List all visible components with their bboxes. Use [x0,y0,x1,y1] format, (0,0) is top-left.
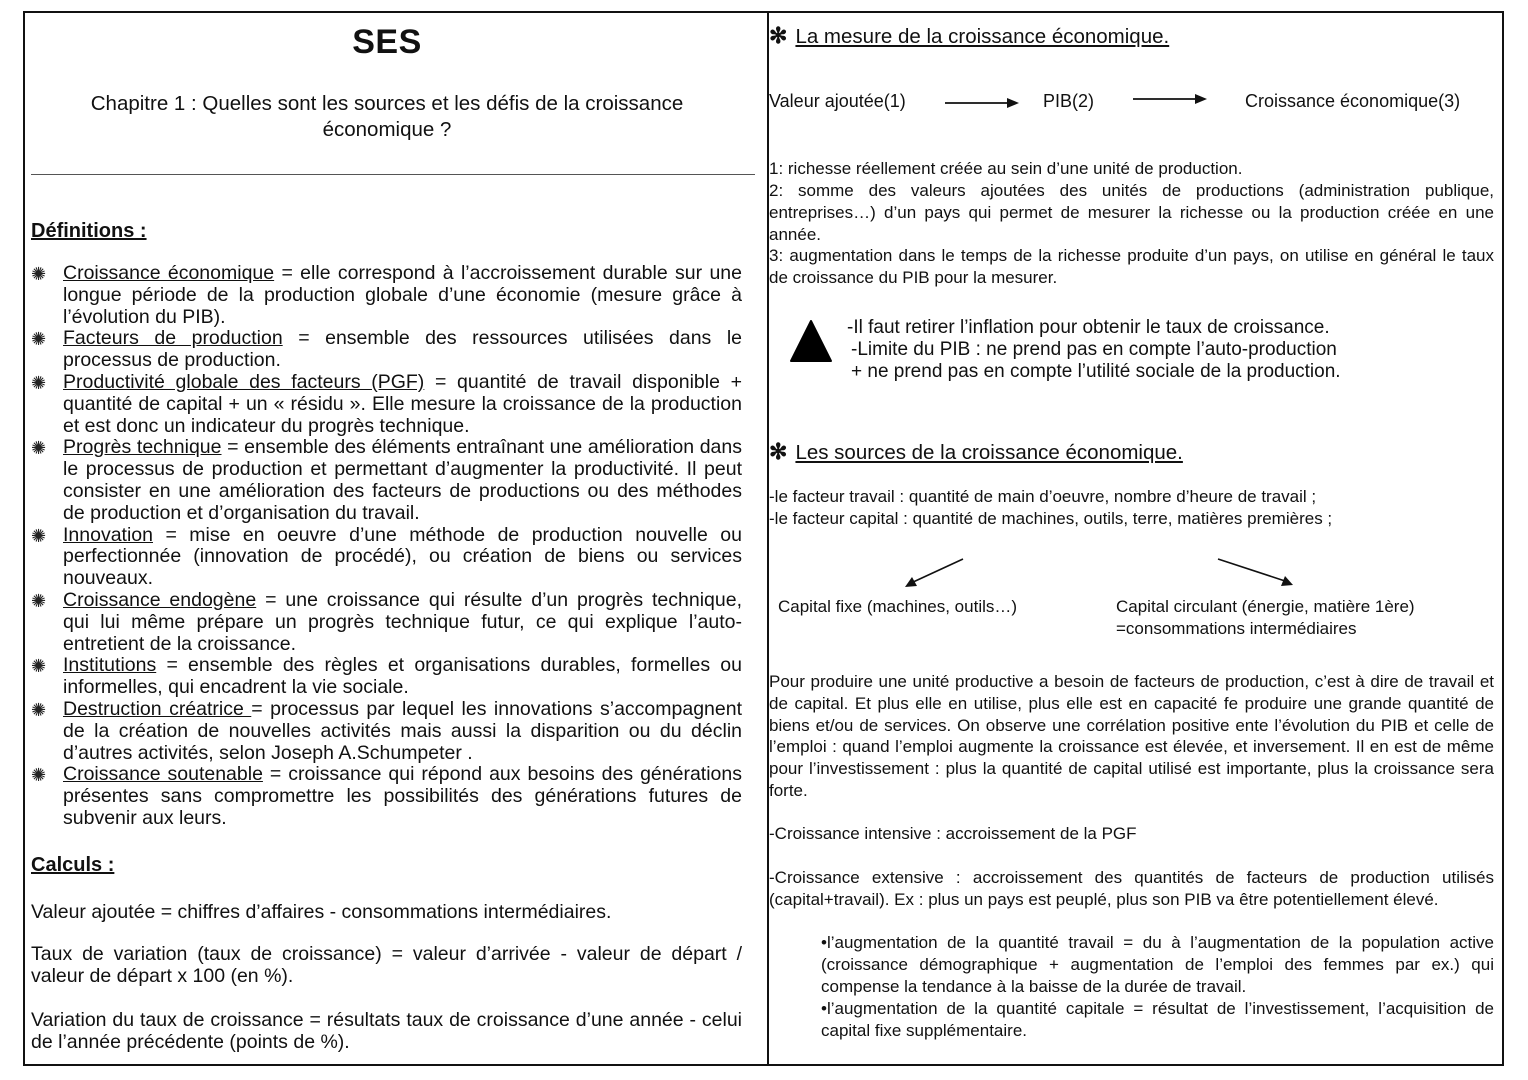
definition-term: Productivité globale des facteurs (PGF) [63,370,425,393]
calc-variation-taux: Variation du taux de croissance = résultats taux de croissance d’une année - celui de l’année précédente (points de %). [31,1009,742,1053]
definition-item [31,437,742,524]
flow-pib: PIB(2) [1043,91,1095,111]
calc-taux-variation: Taux de variation (taux de croissance) = valeur d’arrivée - valeur de départ / valeur de départ x 100 (en %). [31,943,742,987]
definition-text: = ensemble des ressources utilisées dans le processus de production. [63,327,742,372]
definition-term: Innovation [63,523,153,546]
definition-item [31,764,742,829]
calculs-heading: Calculs : [31,854,115,876]
warning-line-2: -Limite du PIB : ne prend pas en compte l’auto-production [851,339,1337,360]
note-2: 2: somme des valeurs ajoutées des unités de productions (administration publique, entreprises…) d’un pays qui permet de mesurer la richesse ou la production créée en une année. [769,181,1494,244]
definition-item [31,525,742,590]
asterisk-star-icon: ✻ [769,23,788,48]
down-left-arrow-icon [899,556,969,590]
definition-text: = ensemble des éléments entraînant une amélioration dans le processus de production et permettant d’augmenter la productivité. Il peut consister en une amélioration des facteurs de productions ou des méthodes de production et d’organisation du travail. [63,436,742,524]
definition-text: = une croissance qui résulte d’un progrès technique, qui lui même prépare un progrès technique futur, ce qui explique l’auto-entretient de la croissance. [63,588,743,655]
page-title: SES [352,23,422,61]
note-1: 1: richesse réellement créée au sein d’une unité de production. [769,159,1243,178]
warning-line-1: -Il faut retirer l’inflation pour obtenir le taux de croissance. [847,317,1330,338]
gear-flower-icon: ✺ [31,329,47,350]
section-heading-sources: ✻ Les sources de la croissance économique. [769,439,1183,464]
capital-fixe: Capital fixe (machines, outils…) [778,597,1018,616]
definitions-list [31,263,742,830]
definition-text: = quantité de travail disponible + quantité de capital + un « résidu ». Elle mesure la croissance de la production et est donc un indicateur du progrès technique. [63,370,742,437]
gear-flower-icon: ✺ [31,264,47,284]
warning-triangle-icon [789,319,833,363]
definition-text: = processus par lequel les innovations s’accompagnent de la création de nouvelles activités mais aussi la disparition ou du déclin d’autres activités, selon Joseph A.Schumpeter . [63,697,742,764]
left-column [31,13,743,1064]
chapter-title-line2: économique ? [322,118,452,141]
definition-item [31,655,742,699]
definition-text: = croissance qui répond aux besoins des générations présentes sans compromettre les possibilités des générations futures de subvenir aux leurs. [63,763,742,829]
definition-term: Croissance soutenable [63,763,263,786]
flow-valeur-ajoutee: Valeur ajoutée(1) [769,91,906,111]
definition-term: Facteurs de production [63,327,283,350]
warning-line-3: + ne prend pas en compte l’utilité sociale de la production. [851,361,1341,382]
definition-term: Croissance endogène [63,588,257,611]
factor-capital: -le facteur capital : quantité de machines, outils, terre, matières premières ; [769,509,1333,528]
note-3: 3: augmentation dans le temps de la richesse produite d’un pays, on utilise en général le taux de croissance du PIB pour la mesurer. [769,246,1494,287]
section-heading-mesure: ✻ La mesure de la croissance économique. [769,23,1170,48]
definition-item [31,263,742,328]
croissance-intensive: -Croissance intensive : accroissement de la PGF [769,824,1137,843]
document-page [23,11,1504,1066]
right-column [769,13,1495,1064]
gear-flower-icon: ✺ [31,590,47,611]
point-travail: •l’augmentation de la quantité travail = du à l’augmentation de la population active (croissance démographique + augmentation de l’emploi des femmes par ex.) qui compense la tendance à la baisse de la durée de travail. [821,933,1494,996]
definition-term: Croissance économique [63,262,275,284]
definition-text: = ensemble des règles et organisations durables, formelles ou informelles, qui encadrent la vie sociale. [63,654,742,699]
gear-flower-icon: ✺ [31,656,47,677]
right-arrow-icon [1131,91,1211,107]
definition-item [31,699,742,764]
down-right-arrow-icon [1215,556,1299,590]
point-capital: •l’augmentation de la quantité capitale = résultat de l’investissement, l’acquisition de capital fixe supplémentaire. [821,999,1494,1040]
warning-notes [847,317,1341,383]
calc-valeur-ajoutee: Valeur ajoutée = chiffres d’affaires - consommations intermédiaires. [31,901,612,923]
definition-item [31,328,742,372]
gear-flower-icon: ✺ [31,438,47,459]
asterisk-star-icon: ✻ [769,439,788,464]
chapter-title-line1: Chapitre 1 : Quelles sont les sources et les défis de la croissance [90,92,684,115]
factor-travail: -le facteur travail : quantité de main d’oeuvre, nombre d’heure de travail ; [769,487,1317,506]
definition-text: = mise en oeuvre d’une méthode de production nouvelle ou perfectionnée (innovation de procédé), ou création de biens ou services nouveaux. [63,523,742,590]
facteurs-paragraph: Pour produire une unité productive a besoin de facteurs de production, c’est à dire de travail et de capital. Et plus elle en utilise, plus elle est en capacité fe produire une grande quantité de biens et/ou de services. On observe une corrélation positive ente l’évolution du PIB et celle de l’emploi : quand l’emploi augmente la croissance est élevée, et inversement. Il en est de même pour l’investissement : plus la quantité de capital utilisé est importante, plus la croissance sera forte. [769,672,1494,800]
definition-item [31,372,742,437]
gear-flower-icon: ✺ [31,525,47,546]
gear-flower-icon: ✺ [31,699,47,720]
definitions-heading: Définitions : [31,220,147,242]
gear-flower-icon: ✺ [31,372,47,393]
chapter-title [31,91,743,143]
capital-circulant: Capital circulant (énergie, matière 1ère) =consommations intermédiaires [1116,597,1415,638]
definition-item [31,590,742,655]
definition-term: Institutions [63,654,157,677]
gear-flower-icon: ✺ [31,765,47,786]
flow-croissance: Croissance économique(3) [1245,91,1461,111]
definition-text: = elle correspond à l’accroissement durable sur une longue période de la production globale d’une économie (mesure grâce à l’évolution du PIB). [63,262,742,328]
croissance-extensive: -Croissance extensive : accroissement des quantités de facteurs de production utilisés (capital+travail). Ex : plus un pays est peuplé, plus son PIB va être potentiellement élevé. [769,868,1494,909]
horizontal-rule [31,174,755,175]
definition-term: Destruction créatrice [63,697,252,720]
right-arrow-icon [943,95,1023,111]
definition-term: Progrès technique [63,436,222,459]
